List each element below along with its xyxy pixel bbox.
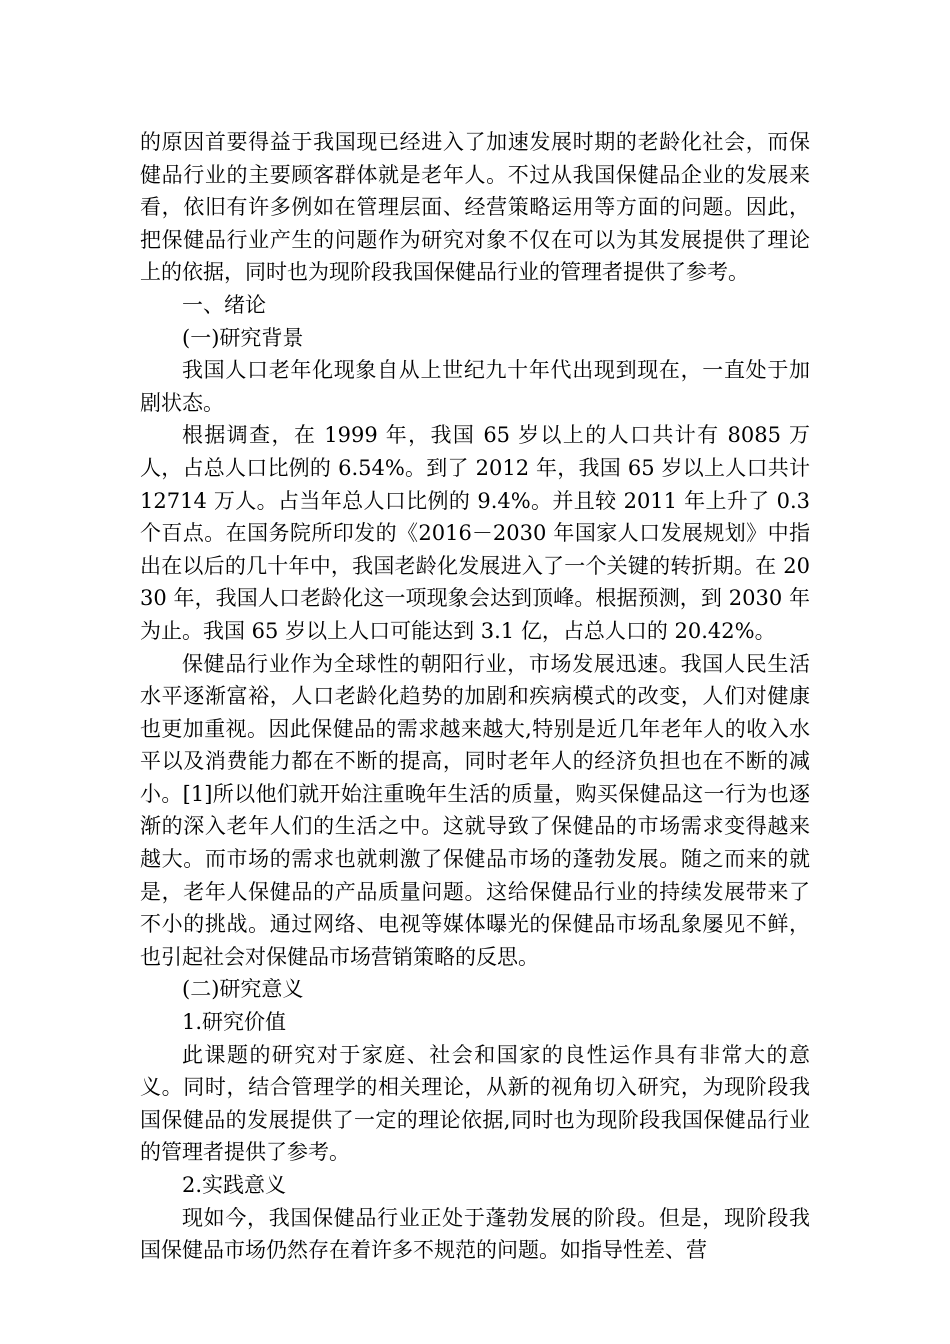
paragraph-intro-continuation: 的原因首要得益于我国现已经进入了加速发展时期的老龄化社会，而保健品行业的主要顾客群体就是老年人。不过从我国保健品企业的发展来看，依旧有许多例如在管理层面、经营策略运用等方面的问题。因此，把保健品行业产生的问题作为研究对象不仅在可以为其发展提供了理论上的依据，同时也为现阶段我国保健品行业的管理者提供了参考。 — [140, 130, 810, 285]
section-heading-introduction: 一、绪论 — [182, 292, 266, 317]
subsection-heading-background: (一)研究背景 — [182, 325, 304, 350]
paragraph-population-statistics: 根据调查，在 1999 年，我国 65 岁以上的人口共计有 8085 万人，占总人口比例的 6.54%。到了 2012 年，我国 65 岁以上人口共计 12714 万人。占当年总人口比例的 9.4%。并且较 2011 年上升了 0.3 个百点。在国务院所印发的《2016－2030 年国家人口发展规划》中指出在以后的几十年中，我国老龄化发展进入了一个关键的转折期。在 2030 年，我国人口老龄化这一项现象会达到顶峰。根据预测，到 2030 年为止。我国 65 岁以上人口可能达到 3.1 亿，占总人口的 20.42%。 — [140, 423, 810, 643]
document-body — [140, 126, 810, 1267]
item-heading-research-value: 1.研究价值 — [182, 1010, 287, 1035]
item-heading-practical-significance: 2.实践意义 — [182, 1173, 287, 1197]
paragraph-research-value: 此课题的研究对于家庭、社会和国家的良性运作具有非常大的意义。同时，结合管理学的相关理论，从新的视角切入研究，为现阶段我国保健品的发展提供了一定的理论依据,同时也为现阶段我国保健品行业的管理者提供了参考。 — [140, 1042, 810, 1165]
paragraph-health-product-industry: 保健品行业作为全球性的朝阳行业，市场发展迅速。我国人民生活水平逐渐富裕，人口老龄化趋势的加剧和疾病模式的改变，人们对健康也更加重视。因此保健品的需求越来越大,特别是近几年老年人的收入水平以及消费能力都在不断的提高，同时老年人的经济负担也在不断的减小。[1]所以他们就开始注重晚年生活的质量，购买保健品这一行为也逐渐的深入老年人们的生活之中。这就导致了保健品的市场需求变得越来越大。而市场的需求也就刺激了保健品市场的蓬勃发展。随之而来的就是，老年人保健品的产品质量问题。这给保健品行业的持续发展带来了不小的挑战。通过网络、电视等媒体曝光的保健品市场乱象屡见不鲜，也引起社会对保健品市场营销策略的反思。 — [140, 651, 810, 969]
paragraph-aging-trend: 我国人口老年化现象自从上世纪九十年代出现到现在，一直处于加剧状态。 — [140, 358, 810, 415]
subsection-heading-significance: (二)研究意义 — [182, 977, 304, 1002]
paragraph-practical-significance: 现如今，我国保健品行业正处于蓬勃发展的阶段。但是，现阶段我国保健品市场仍然存在着许多不规范的问题。如指导性差、营 — [140, 1205, 810, 1263]
